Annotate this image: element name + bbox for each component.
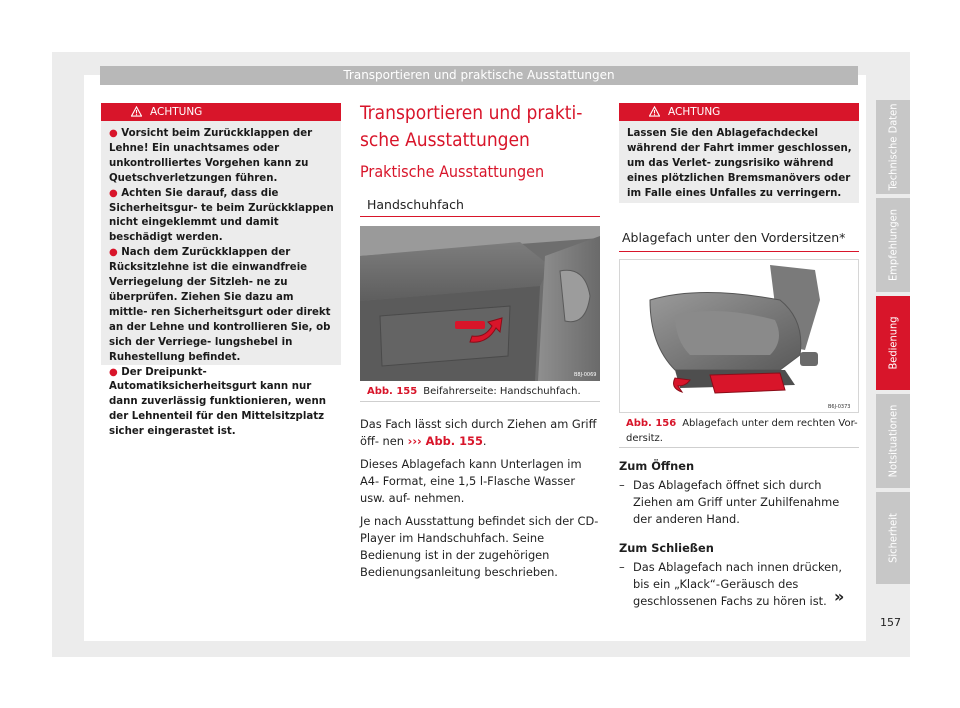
figure-number: Abb. 156 [626,418,677,429]
subheading-open: Zum Öffnen [619,459,695,473]
warning-item-text: Vorsicht beim Zurückklappen der Lehne! Ein unachtsames oder unkontrolliertes Vorgehen kann zu Quetschverletzungen führen. [109,128,313,184]
tab-label: Technische Daten [886,103,900,191]
caption-divider [619,447,859,448]
warning-header [619,103,859,121]
bullet-icon: ● [109,187,118,199]
warning-item-text: Der Dreipunkt-Automatiksicherheitsgurt kann nur dann zuverlässig funktionieren, wenn der Lehnenteil für den Mittelsitzplatz sicher eingerastet ist. [109,366,326,438]
warning-text [101,121,341,448]
text-run: Das Fach lässt sich durch Ziehen am Griff öff- nen [360,417,597,448]
bullet-icon: ● [109,366,118,378]
tab-technische-daten[interactable] [876,100,910,194]
warning-item-text: Achten Sie darauf, dass die Sicherheitsgur- te beim Zurückklappen nicht eingeklemmt und damit beschädigt werden. [109,187,334,244]
warning-label: ACHTUNG [668,106,721,118]
section-heading: Handschuhfach [367,197,464,212]
warning-text: Lassen Sie den Ablagefachdeckel während der Fahrt immer geschlossen, um das Verlet- zungsrisiko während eines plötzlichen Bremsmanövers oder im Falle eines Unfalles zu verringern. [627,128,852,199]
bullet-icon: ● [109,247,118,259]
body-text-seat [619,458,859,616]
tab-sicherheit[interactable] [876,492,910,584]
warning-box-1 [101,103,341,438]
list-item [619,477,859,528]
warning-header [101,103,341,121]
caption-text: Beifahrerseite: Handschuhfach. [423,386,581,397]
caption-text: Ablagefach unter dem rechten Vor- dersitz. [626,418,858,444]
list-item-text: Das Ablagefach öffnet sich durch Ziehen am Griff unter Zuhilfenahme der anderen Hand. [633,478,840,526]
figure-caption-156 [626,416,858,446]
continue-arrow-icon: » [834,587,845,606]
tab-bedienung[interactable] [876,296,910,390]
tab-label: Bedienung [886,316,900,370]
figure-code: B6J-0373 [828,404,851,410]
bullet-icon: ● [109,128,118,139]
heading-underline [619,251,859,252]
warning-item [109,127,335,187]
body-text-glovebox [360,416,600,587]
section-heading-2: Ablagefach unter den Vordersitzen* [622,230,846,245]
section-title: Transportieren und prakti- sche Ausstattungen [360,102,583,151]
tab-notsituationen[interactable] [876,394,910,488]
paragraph: Dieses Ablagefach kann Unterlagen im A4- Format, eine 1,5 l-Flasche Wasser usw. auf- nehmen. [360,457,582,505]
dash-marker: – [619,560,625,574]
running-header: Transportieren und praktische Ausstattungen [100,66,858,85]
dash-marker: – [619,478,625,492]
subheading-close: Zum Schließen [619,541,714,555]
warning-label: ACHTUNG [150,106,203,118]
caption-divider [360,401,600,402]
figure-code: B8J-0069 [574,372,597,378]
text-run: . [482,434,487,448]
heading-underline [360,216,600,217]
warning-triangle-icon [649,106,660,117]
warning-item-text: Nach dem Zurückklappen der Rücksitzlehne ist die einwandfreie Verriegelung der Sitzleh- ne zu überprüfen. Ziehen Sie dazu am mittle- ren Sicherheitsgurt oder direkt an der Lehne und kontrollieren Sie, ob sich der Verriege- lungshebel in Ruhestellung befindet. [109,247,331,363]
figure-seat-storage [619,259,859,413]
figure-reference-link[interactable]: ››› Abb. 155 [407,434,483,448]
section-subtitle: Praktische Ausstattungen [360,162,545,181]
list-item [619,559,859,610]
warning-item [109,246,335,365]
warning-item [109,366,335,441]
figure-caption-155 [367,384,603,399]
warning-triangle-icon [131,106,142,117]
figure-number: Abb. 155 [367,386,418,397]
figure-glovebox [360,226,600,381]
tab-label: Empfehlungen [886,209,900,281]
warning-box-2 [619,103,859,203]
list-item-text: Das Ablagefach nach innen drücken, bis ein „Klack“-Geräusch des geschlossenen Fachs zu hören ist. [633,560,842,608]
paragraph: Je nach Ausstattung befindet sich der CD- Player im Handschuhfach. Seine Bedienung ist in der zugehörigen Bedienungsanleitung beschrieben. [360,514,599,579]
seat-illustration [620,260,858,412]
paragraph [360,416,600,450]
tab-label: Sicherheit [886,513,900,563]
tab-empfehlungen[interactable] [876,198,910,292]
glovebox-illustration [360,226,600,381]
warning-item [109,187,335,247]
tab-label: Notsituationen [886,404,900,478]
page-number: 157 [880,616,901,629]
